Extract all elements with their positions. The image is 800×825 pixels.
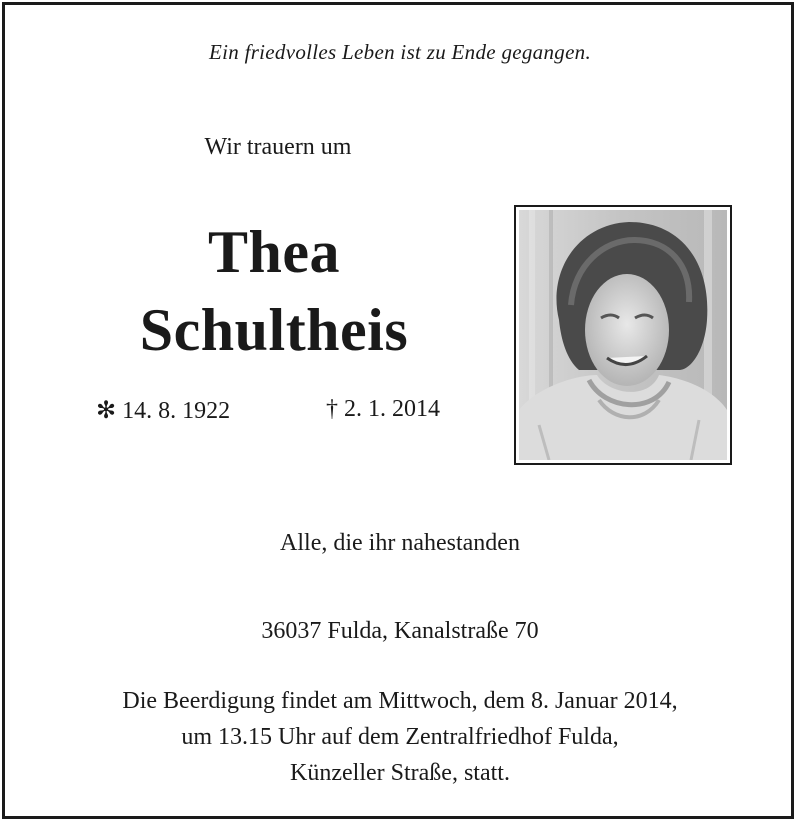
deceased-last-name: Schultheis <box>139 297 409 363</box>
birth-date: ✻ 14. 8. 1922 <box>96 398 231 424</box>
portrait-photo <box>514 205 732 465</box>
funeral-info-line: Die Beerdigung findet am Mittwoch, dem 8. Januar 2014, <box>122 688 678 714</box>
portrait-image <box>519 210 727 460</box>
death-date: † 2. 1. 2014 <box>326 396 440 422</box>
memorial-quote: Ein friedvolles Leben ist zu Ende gegangen. <box>208 40 592 64</box>
address-line: 36037 Fulda, Kanalstraße 70 <box>261 618 539 644</box>
funeral-info-line: um 13.15 Uhr auf dem Zentralfriedhof Fulda, <box>181 724 619 750</box>
mourning-intro: Wir trauern um <box>204 134 352 160</box>
mourners-line: Alle, die ihr nahestanden <box>280 530 520 556</box>
deceased-first-name: Thea <box>207 219 341 285</box>
funeral-info-line: Künzeller Straße, statt. <box>290 760 510 786</box>
